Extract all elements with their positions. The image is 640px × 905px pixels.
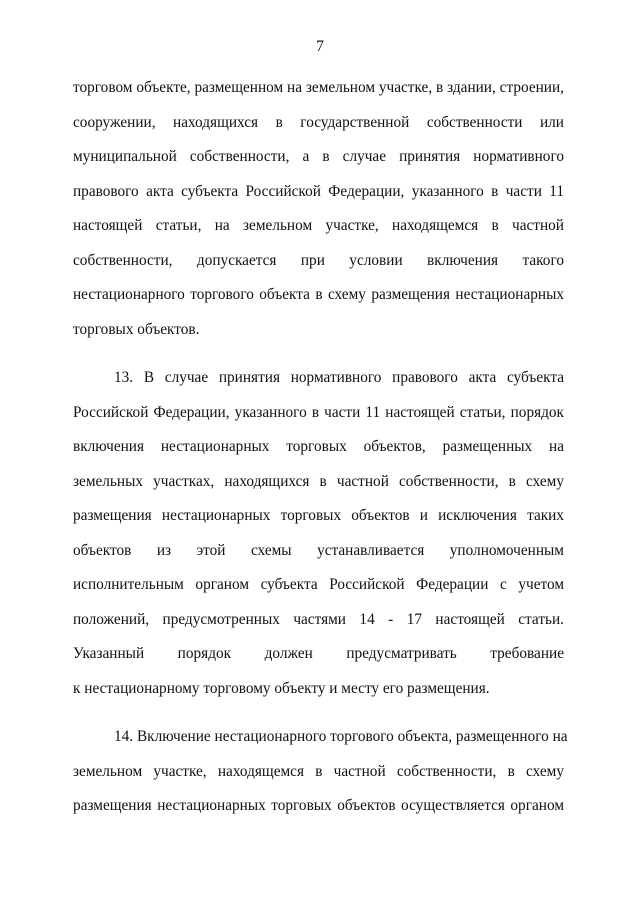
- text-line: нестационарного торгового объекта в схему размещения нестационарных: [73, 286, 564, 303]
- text-line: к нестационарному торговому объекту и месту его размещения.: [73, 679, 490, 697]
- paragraph-13-first-line: 13. В случае принятия нормативного правового акта субъекта: [114, 369, 564, 386]
- text-line: исполнительным органом субъекта Российской Федерации с учетом: [73, 576, 564, 593]
- text-line: правового акта субъекта Российской Федерации, указанного в части 11: [73, 182, 564, 200]
- page-number: 7: [316, 38, 324, 55]
- text-line: объектов из этой схемы устанавливается уполномоченным: [73, 541, 564, 559]
- text-line: Российской Федерации, указанного в части 11 настоящей статьи, порядок: [73, 403, 564, 421]
- text-line: торговом объекте, размещенном на земельном участке, в здании, строении,: [73, 79, 564, 96]
- text-line: Указанный порядок должен предусматривать требование: [73, 645, 564, 662]
- text-line: муниципальной собственности, а в случае принятия нормативного: [73, 148, 564, 165]
- text-line: земельных участках, находящихся в частной собственности, в схему: [73, 472, 564, 490]
- text-line: сооружении, находящихся в государственной собственности или: [73, 113, 564, 131]
- text-line: настоящей статьи, на земельном участке, находящемся в частной: [73, 217, 564, 234]
- text-line: размещения нестационарных торговых объектов осуществляется органом: [73, 797, 564, 814]
- text-line: включения нестационарных торговых объектов, размещенных на: [73, 438, 564, 455]
- text-line: размещения нестационарных торговых объектов и исключения таких: [73, 507, 564, 524]
- text-line: собственности, допускается при условии включения такого: [73, 251, 564, 269]
- text-line: положений, предусмотренных частями 14 - 17 настоящей статьи.: [73, 610, 564, 628]
- document-body: [73, 74, 568, 827]
- paragraph-14-first-line: 14. Включение нестационарного торгового объекта, размещенного на: [114, 728, 568, 745]
- text-line: торговых объектов.: [73, 320, 200, 338]
- text-line: земельном участке, находящемся в частной собственности, в схему: [73, 762, 564, 780]
